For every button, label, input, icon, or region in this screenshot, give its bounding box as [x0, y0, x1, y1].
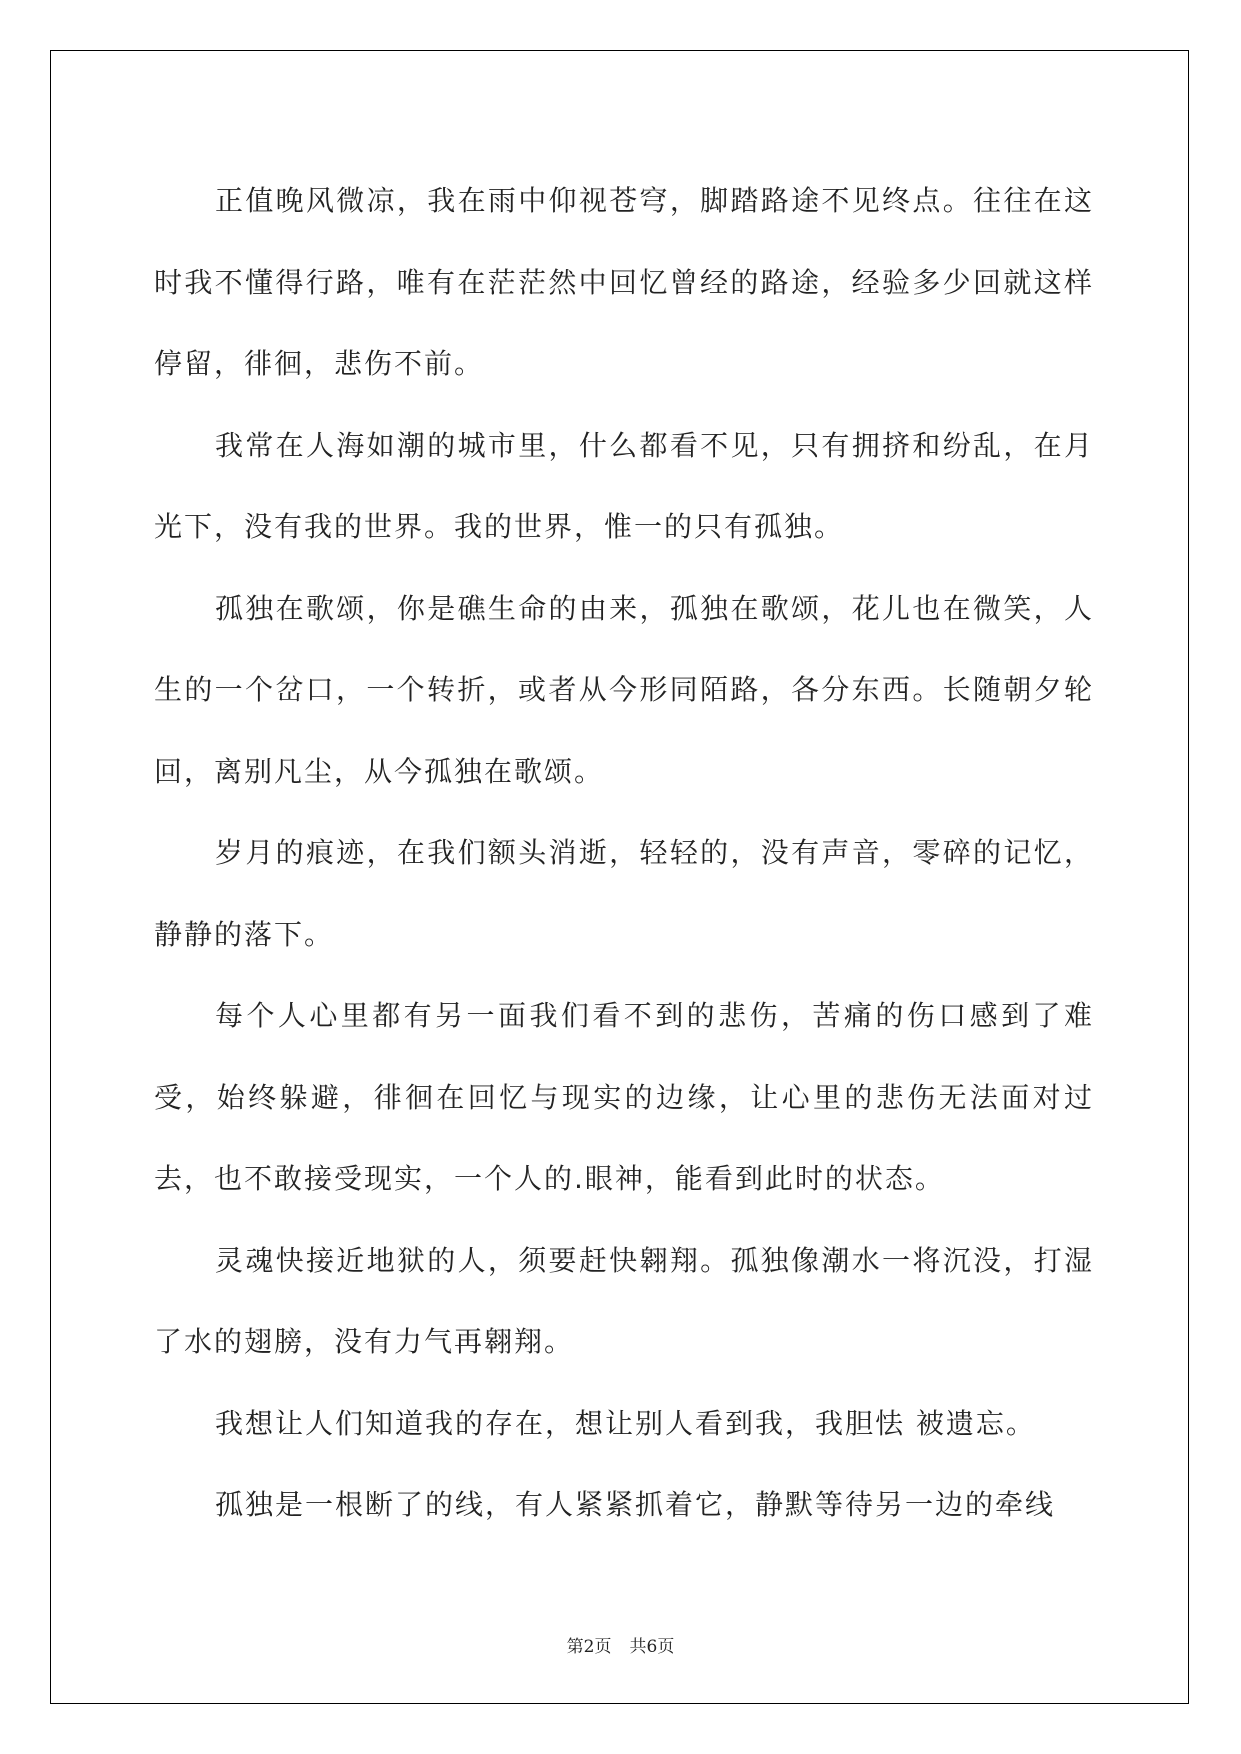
paragraph: 我想让人们知道我的存在，想让别人看到我，我胆怯 被遗忘。 [215, 1406, 1036, 1440]
paragraph: 孤独在歌颂，你是礁生命的由来，孤独在歌颂，花儿也在微笑，人生的一个岔口，一个转折，或者从今形同陌路，各分东西。长随朝夕轮回，离别凡尘，从今孤独在歌颂。 [154, 591, 1094, 788]
paragraph: 每个人心里都有另一面我们看不到的悲伤，苦痛的伤口感到了难受，始终躲避，徘徊在回忆与现实的边缘，让心里的悲伤无法面对过去，也不敢接受现实，一个人的.眼神，能看到此时的状态。 [154, 999, 1094, 1195]
page-footer [0, 1632, 1241, 1657]
page-number: 第2页 [566, 1637, 612, 1657]
document-body [154, 160, 1094, 1546]
paragraph: 孤独是一根断了的线，有人紧紧抓着它，静默等待另一边的牵线 [215, 1488, 1056, 1521]
page-total: 共6页 [629, 1637, 675, 1657]
paragraph: 岁月的痕迹，在我们额头消逝，轻轻的，没有声音，零碎的记忆，静静的落下。 [154, 836, 1094, 951]
paragraph: 灵魂快接近地狱的人，须要赶快翱翔。孤独像潮水一将沉没，打湿了水的翅膀，没有力气再翱翔。 [154, 1243, 1094, 1358]
paragraph: 正值晚风微凉，我在雨中仰视苍穹，脚踏路途不见终点。往往在这时我不懂得行路，唯有在茫茫然中回忆曾经的路途，经验多少回就这样停留，徘徊，悲伤不前。 [154, 184, 1094, 380]
paragraph: 我常在人海如潮的城市里，什么都看不见，只有拥挤和纷乱，在月光下，没有我的世界。我的世界，惟一的只有孤独。 [154, 428, 1094, 543]
